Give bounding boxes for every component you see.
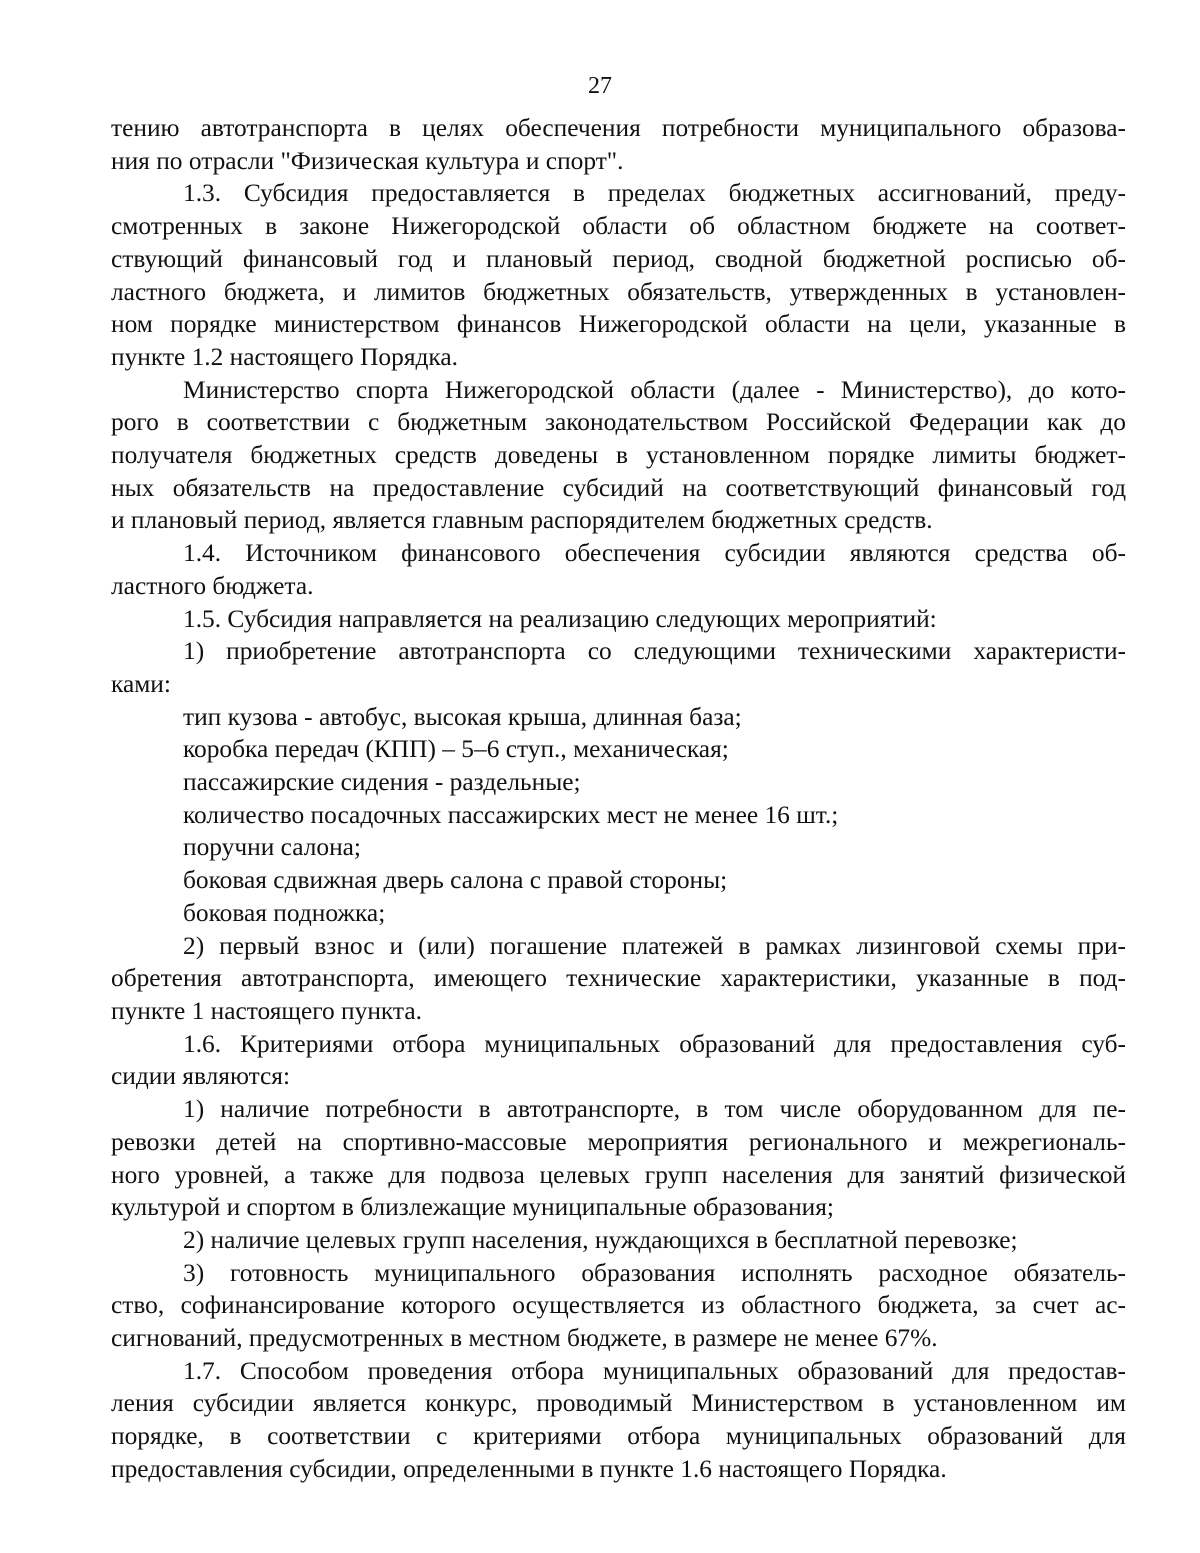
text-line: ния по отрасли "Физическая культура и спорт". — [111, 146, 624, 175]
text-line: ревозки детей на спортивно-массовые мероприятия регионального и межрегиональ- — [111, 1127, 1126, 1156]
text-line: поручни салона; — [183, 833, 361, 862]
text-line: 3) готовность муниципального образования исполнять расходное обязатель- — [183, 1258, 1126, 1287]
text-line: порядке, в соответствии с критериями отбора муниципальных образований для — [111, 1422, 1126, 1451]
text-line: 2) первый взнос и (или) погашение платежей в рамках лизинговой схемы при- — [183, 931, 1126, 960]
text-line: ками: — [111, 669, 171, 698]
text-line: и плановый период, является главным распорядителем бюджетных средств. — [111, 506, 933, 535]
text-line: ластного бюджета, и лимитов бюджетных обязательств, утвержденных в установлен- — [111, 277, 1126, 306]
document-body — [111, 112, 1126, 1486]
text-line: смотренных в законе Нижегородской области об областном бюджете на соответ- — [111, 212, 1126, 241]
text-line: 1.4. Источником финансового обеспечения субсидии являются средства об- — [183, 539, 1126, 568]
text-line: рого в соответствии с бюджетным законодательством Российской Федерации как до — [111, 408, 1126, 437]
text-line: ления субсидии является конкурс, проводимый Министерством в установленном им — [111, 1389, 1126, 1418]
page-number: 27 — [588, 73, 612, 99]
text-line: сидии являются: — [111, 1062, 291, 1091]
text-line: ного уровней, а также для подвоза целевых групп населения для занятий физической — [111, 1160, 1126, 1189]
text-line: ных обязательств на предоставление субсидий на соответствующий финансовый год — [111, 473, 1126, 502]
text-line: тению автотранспорта в целях обеспечения потребности муниципального образова- — [111, 114, 1126, 142]
text-line: 1) наличие потребности в автотранспорте, в том числе оборудованном для пе- — [183, 1095, 1126, 1124]
text-line: 1.7. Способом проведения отбора муниципальных образований для предостав- — [183, 1356, 1126, 1385]
text-line: 2) наличие целевых групп населения, нуждающихся в бесплатной перевозке; — [183, 1225, 1018, 1254]
text-line: 1.5. Субсидия направляется на реализацию следующих мероприятий: — [183, 604, 937, 633]
text-line: ствующий финансовый год и плановый период, сводной бюджетной росписью об- — [111, 244, 1126, 273]
text-line: получателя бюджетных средств доведены в установленном порядке лимиты бюджет- — [111, 441, 1126, 470]
text-line: количество посадочных пассажирских мест не менее 16 шт.; — [183, 800, 839, 829]
text-line: культурой и спортом в близлежащие муниципальные образования; — [111, 1193, 834, 1222]
text-line: тип кузова - автобус, высокая крыша, длинная база; — [183, 702, 742, 731]
text-line: предоставления субсидии, определенными в пункте 1.6 настоящего Порядка. — [111, 1454, 947, 1483]
text-line: боковая сдвижная дверь салона с правой стороны; — [183, 866, 728, 895]
text-line: пункте 1.2 настоящего Порядка. — [111, 342, 458, 371]
text-line: ном порядке министерством финансов Нижегородской области на цели, указанные в — [111, 310, 1126, 339]
text-line: Министерство спорта Нижегородской области (далее - Министерство), до кото- — [183, 375, 1126, 404]
text-line: боковая подножка; — [183, 898, 386, 927]
text-line: обретения автотранспорта, имеющего технические характеристики, указанные в под- — [111, 964, 1126, 993]
text-line: ластного бюджета. — [111, 571, 314, 600]
text-line: сигнований, предусмотренных в местном бюджете, в размере не менее 67%. — [111, 1324, 938, 1353]
text-line: 1) приобретение автотранспорта со следующими техническими характеристи- — [183, 637, 1126, 666]
text-line: ство, софинансирование которого осуществляется из областного бюджета, за счет ас- — [111, 1291, 1126, 1320]
text-line: коробка передач (КПП) – 5–6 ступ., механическая; — [183, 735, 729, 764]
text-line: 1.3. Субсидия предоставляется в пределах бюджетных ассигнований, преду- — [183, 179, 1126, 208]
text-line: пассажирские сидения - раздельные; — [183, 768, 581, 797]
text-line: пункте 1 настоящего пункта. — [111, 996, 422, 1025]
text-line: 1.6. Критериями отбора муниципальных образований для предоставления суб- — [183, 1029, 1126, 1058]
